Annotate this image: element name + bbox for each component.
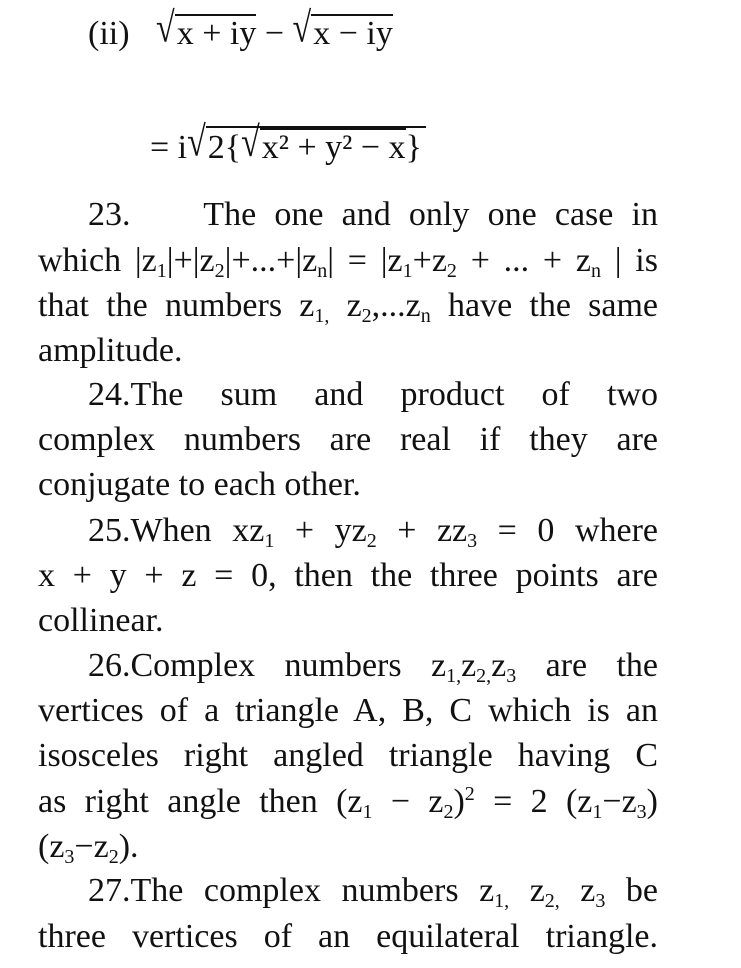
item-27-line1: 27.The complex numbers $z_{1,}$ $z_{2,}$ $z_3$ be: [88, 872, 658, 912]
item-26-line1: 26.Complex numbers $z_{1,}z_{2,}z_3$ are the: [88, 647, 659, 687]
item-24-line1: 24.The sum and product of two: [88, 376, 658, 413]
formula-ii-line1: [88, 5, 393, 54]
outer-radicand: [206, 119, 426, 166]
item-26-line2: vertices of a triangle A, B, C which is an: [38, 692, 658, 729]
item-23-line3: that the numbers $z_{1,}$ $z_2,...z_n$ have the same: [38, 287, 658, 327]
rhs-prefix: = i: [150, 129, 188, 166]
item-23-line2: which $|z_1|+|z_2|+...+|z_n| = |z_1+z_2$ + ... + $z_n$ | is: [38, 242, 658, 282]
radicand-1: x + iy: [176, 15, 257, 52]
item-number: 24.: [88, 376, 131, 413]
sqrt-sign: √: [187, 119, 206, 166]
sqrt-sign: √: [241, 119, 260, 166]
rhs-close: }: [405, 129, 422, 166]
item-number: 23.: [88, 196, 131, 233]
item-27-line2: three vertices of an equilateral triangle.: [38, 918, 658, 955]
sqrt-sign: √: [156, 5, 175, 52]
item-26-line4: as right angle then $(z_1 - z_2)^2 = 2$ $(z_1-z_3)$: [38, 783, 658, 823]
sqrt-sign: √: [292, 5, 312, 52]
item-23-line4: amplitude.: [38, 332, 183, 369]
minus-sign: −: [264, 15, 285, 52]
item-number: 26.: [88, 647, 131, 684]
formula-ii-line2: [150, 119, 426, 168]
item-24-line3: conjugate to each other.: [38, 466, 361, 503]
radicand-2: x − iy: [313, 15, 393, 52]
rhs-two: 2{: [207, 129, 242, 166]
item-23-line1: 23. The one and only one case in: [88, 196, 659, 233]
item-number: 27.: [88, 872, 131, 909]
item-24-line2: complex numbers are real if they are: [38, 421, 658, 458]
item-number: 25.: [88, 512, 131, 549]
item-25-line1: 25.When $xz_1 + yz_2 + zz_3 = 0$ where: [88, 512, 659, 552]
item-26-line3: isosceles right angled triangle having C: [38, 737, 658, 774]
item-26-line5: $(z_3-z_2)$.: [38, 828, 139, 868]
item-25-line3: collinear.: [38, 602, 164, 639]
formula-label: (ii): [88, 15, 130, 52]
item-25-line2: x + y + z = 0, then the three points are: [38, 557, 658, 594]
inner-radicand: x² + y² − x: [261, 129, 406, 166]
